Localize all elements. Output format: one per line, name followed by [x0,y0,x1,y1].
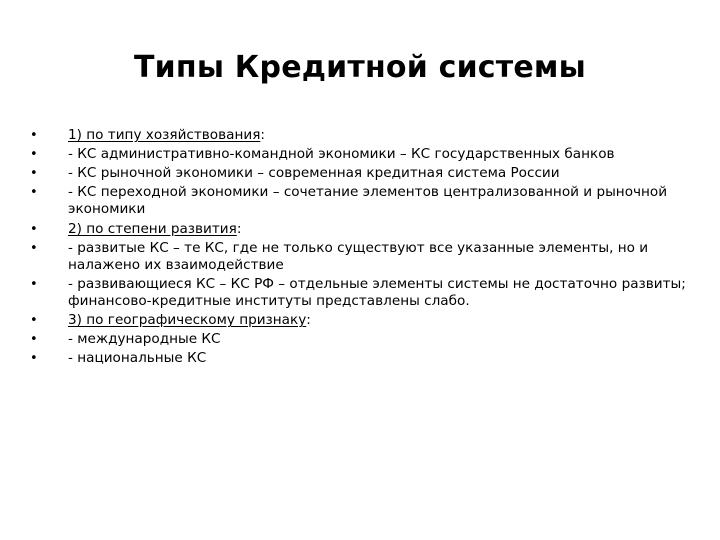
list-item-text: : [306,312,311,329]
list-item-text: - международные КС [68,331,221,348]
bullet-icon: • [30,185,38,201]
list-item [30,221,690,238]
slide-title: Типы Кредитной системы [134,50,586,85]
list-item [30,127,690,144]
bullet-icon: • [30,240,38,256]
list-item [30,165,690,182]
bullet-icon: • [30,166,38,182]
bullet-icon: • [30,221,38,237]
list-item-text: : [260,127,265,143]
list-item-text: - КС административно-командной экономики – КС государственных банков [68,146,615,163]
list-item [30,146,690,163]
category-heading: 3) по географическому признаку [68,312,307,329]
list-item [30,350,690,367]
list-item [30,184,690,218]
list-item-text: - КС переходной экономики – сочетание элементов централизованной и рыночной экономики [68,184,668,218]
list-item [30,276,690,310]
list-item [30,331,690,348]
bullet-icon: • [30,276,38,292]
category-heading: 2) по степени развития [68,220,237,237]
list-item-text: - национальные КС [68,350,207,367]
list-item-text: : [236,220,242,237]
bullet-icon: • [30,351,38,367]
bullet-icon: • [30,147,38,163]
list-item-text: - развитые КС – те КС, где не только существуют все указанные элементы, но и налажено их взаимодействие [68,239,649,273]
category-heading: 1) по типу хозяйствования [68,127,261,143]
list-item-text: - развивающиеся КС – КС РФ – отдельные элементы системы не достаточно развиты; финансово-кредитные институты представлены слабо. [68,275,686,310]
bullet-list [30,127,690,370]
list-item [30,312,690,329]
list-item [30,240,690,274]
bullet-icon: • [30,332,38,348]
list-item-text: - КС рыночной экономики – современная кредитная система России [68,165,560,182]
bullet-icon: • [30,313,38,329]
bullet-icon: • [30,128,38,143]
